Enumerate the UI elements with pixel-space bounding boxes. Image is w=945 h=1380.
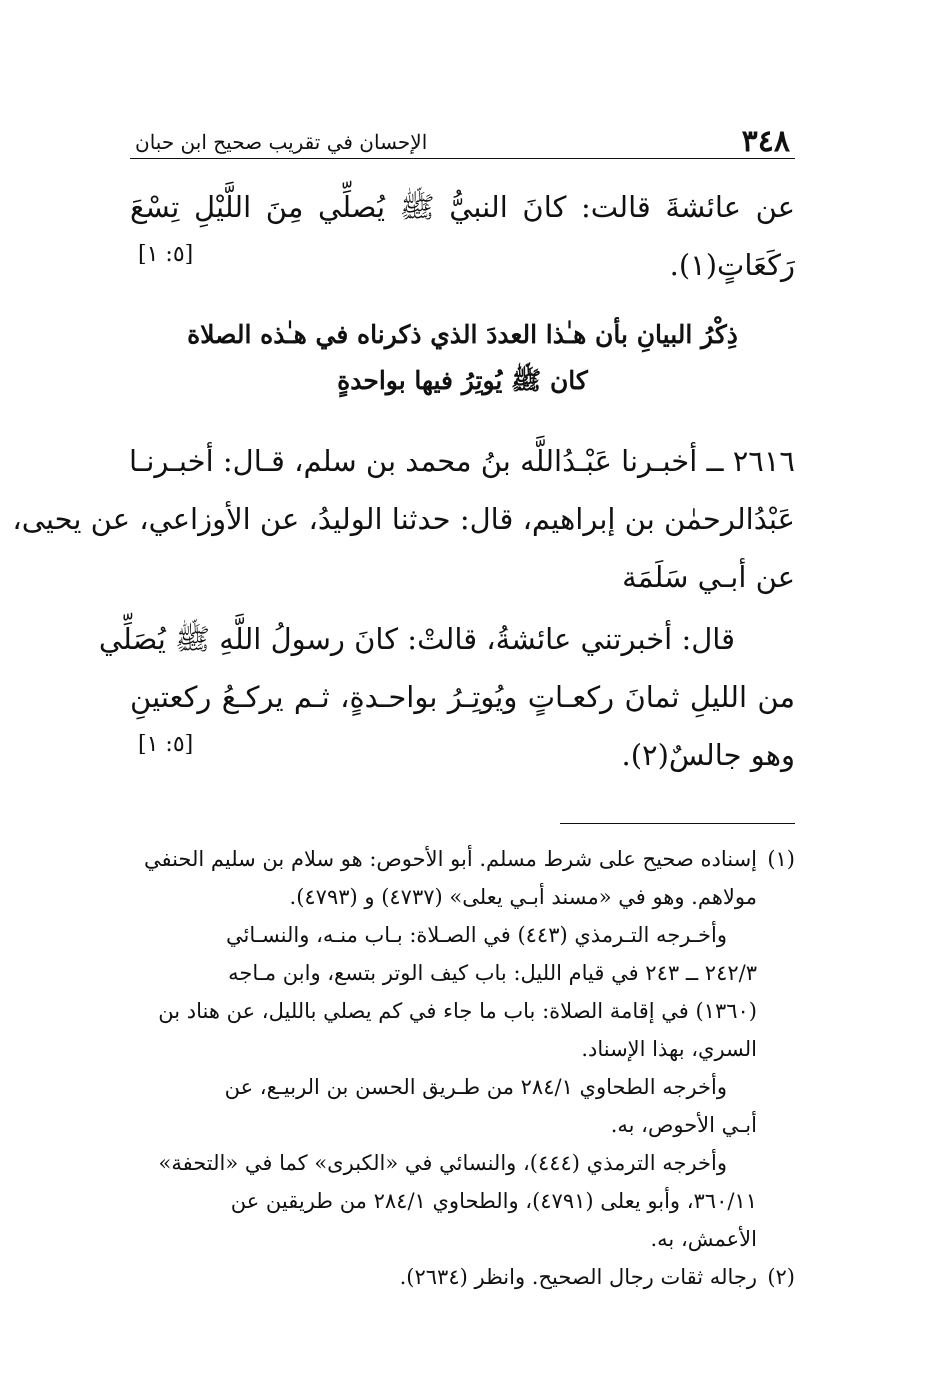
text-line: عَبْدُالرحمٰن بن إبراهيم، قال: حدثنا الوليدُ، عن الأوزاعي، عن يحيى، bbox=[12, 502, 795, 536]
footnote-body bbox=[130, 1258, 757, 1296]
hadith-text-continued bbox=[130, 178, 795, 294]
running-title: الإحسان في تقريب صحيح ابن حبان bbox=[135, 130, 428, 154]
footnote-line: الأعمش، به. bbox=[650, 1227, 757, 1251]
footnotes bbox=[130, 840, 795, 1296]
running-head bbox=[130, 120, 795, 160]
book-page bbox=[12, 100, 795, 1300]
header-rule bbox=[130, 158, 795, 159]
footnote-1 bbox=[130, 840, 795, 1258]
footnote-line: ٣٦٠/١١، وأبو يعلى (٤٧٩١)، والطحاوي ٢٨٤/١ من طريقين عن bbox=[230, 1189, 757, 1213]
hadith-isnad bbox=[12, 432, 795, 606]
hadith-matn bbox=[98, 610, 795, 784]
footnote-2 bbox=[130, 1258, 795, 1296]
source-reference: [٥: ١] bbox=[138, 732, 194, 757]
text-line: وهو جالسٌ(٢). bbox=[621, 738, 795, 772]
source-reference: [٥: ١] bbox=[138, 242, 194, 267]
footnote-line: رجاله ثقات رجال الصحيح. وانظر (٢٦٣٤). bbox=[399, 1265, 757, 1289]
text-line: ٢٦١٦ ــ أخبـرنا عَبْـدُاللَّه بنُ محمد بن سلم، قـال: أخبـرنـا bbox=[129, 444, 795, 478]
text-line: رَكَعَاتٍ(١). bbox=[669, 248, 795, 282]
footnote-line: السري، بهذا الإسناد. bbox=[581, 1037, 757, 1061]
footnote-body bbox=[130, 840, 757, 1258]
footnote-line: إسناده صحيح على شرط مسلم. أبو الأحوص: هو سلام بن سليم الحنفي bbox=[143, 847, 757, 871]
chapter-heading bbox=[130, 312, 795, 404]
footnote-line: وأخـرجه التـرمذي (٤٤٣) في الصـلاة: بـاب منـه، والنسـائي bbox=[226, 923, 727, 947]
footnote-line: (١٣٦٠) في إقامة الصلاة: باب ما جاء في كم يصلي بالليل، عن هناد بن bbox=[158, 999, 757, 1023]
text-line: عن عائشةَ قالت: كانَ النبيُّ ﷺ يُصلِّي مِنَ اللَّيْلِ تِسْعَ bbox=[130, 190, 795, 224]
footnote-rule bbox=[560, 823, 795, 824]
page-number: ٣٤٨ bbox=[741, 124, 790, 159]
footnote-line: مولاهم. وهو في «مسند أبـي يعلى» (٤٧٣٧) و (٤٧٩٣). bbox=[289, 885, 757, 909]
footnote-line: أبـي الأحوص، به. bbox=[610, 1113, 757, 1137]
heading-line: كان ﷺ يُوتِرُ فيها بواحدةٍ bbox=[337, 366, 588, 395]
footnote-line: ٢٤٢/٣ ــ ٢٤٣ في قيام الليل: باب كيف الوتر بتسع، وابن مـاجه bbox=[228, 961, 757, 985]
footnote-line: وأخرجه الترمذي (٤٤٤)، والنسائي في «الكبرى» كما في «التحفة» bbox=[158, 1151, 727, 1175]
footnote-number: (١) bbox=[767, 847, 795, 871]
footnote-number: (٢) bbox=[767, 1265, 795, 1289]
text-line: قال: أخبرتني عائشةُ، قالتْ: كانَ رسولُ اللَّهِ ﷺ يُصَلِّي bbox=[98, 622, 735, 656]
text-line: عن أبـي سَلَمَة bbox=[622, 560, 795, 594]
text-line: من الليلِ ثمانَ ركعـاتٍ ويُوتِـرُ بواحـدةٍ، ثـم يركـعُ ركعتينِ bbox=[130, 680, 795, 714]
footnote-line: وأخرجه الطحاوي ٢٨٤/١ من طـريق الحسن بن الربيـع، عن bbox=[224, 1075, 727, 1099]
heading-line: ذِكْرُ البيانِ بأن هـٰذا العددَ الذي ذكرناه في هـٰذه الصلاة bbox=[187, 320, 738, 349]
